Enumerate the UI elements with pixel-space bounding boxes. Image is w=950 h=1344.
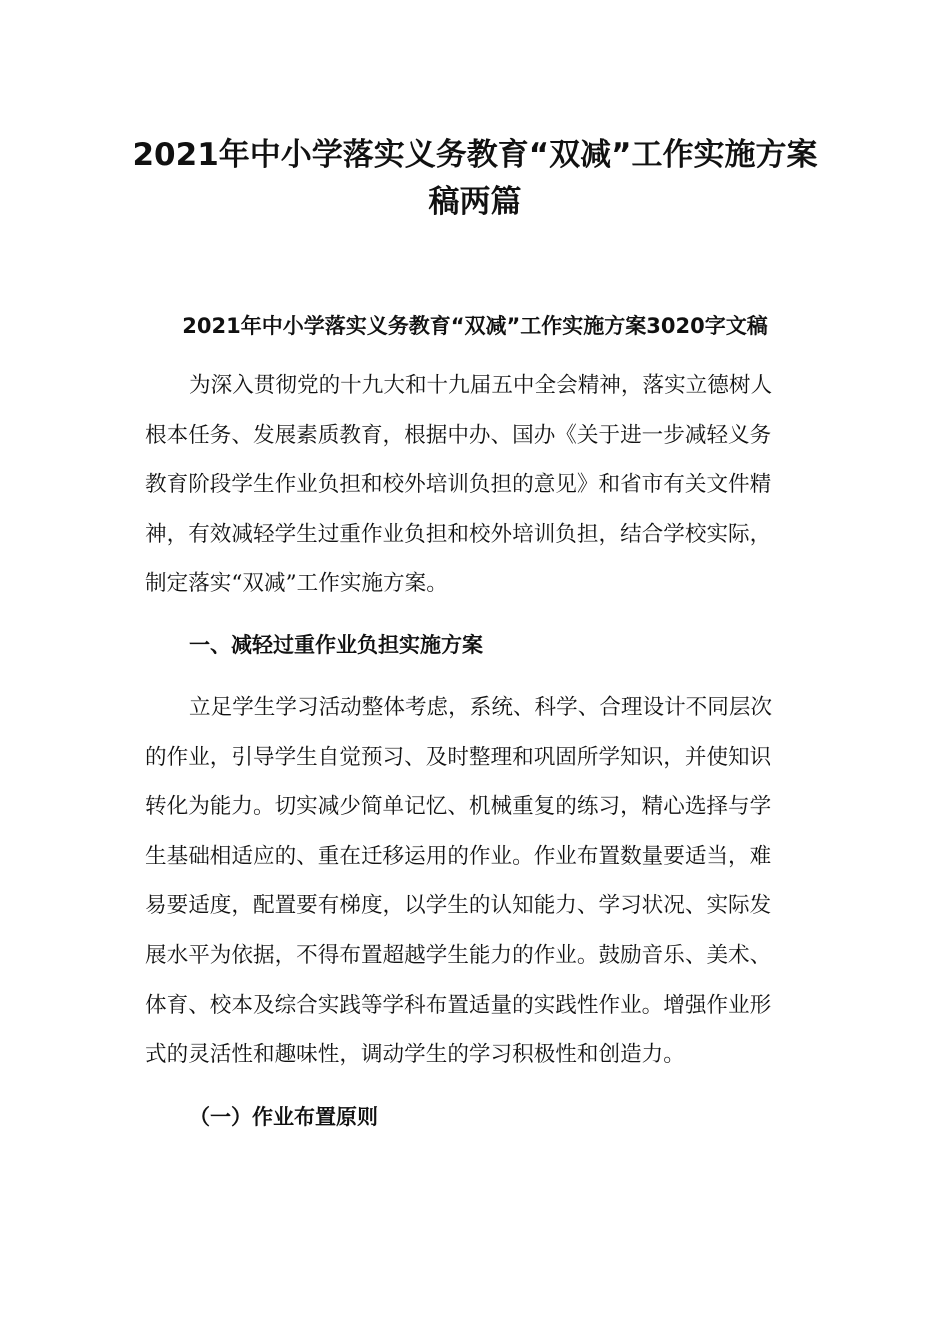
paragraph-line: 转化为能力。切实减少简单记忆、机械重复的练习，精心选择与学	[145, 794, 772, 820]
paragraph-line: 制定落实“双减”工作实施方案。	[145, 571, 448, 597]
paragraph-line: 立足学生学习活动整体考虑，系统、科学、合理设计不同层次	[189, 695, 773, 720]
intro-paragraph	[145, 361, 817, 609]
paragraph-line: 展水平为依据，不得布置超越学生能力的作业。鼓励音乐、美术、	[145, 942, 772, 968]
document-title-line-1: 2021年中小学落实义务教育“双减”工作实施方案	[132, 137, 818, 173]
paragraph-line: 式的灵活性和趣味性，调动学生的学习积极性和创造力。	[145, 1042, 685, 1068]
paragraph-line: 教育阶段学生作业负担和校外培训负担的意见》和省市有关文件精	[145, 472, 772, 498]
paragraph-line: 体育、校本及综合实践等学科布置适量的实践性作业。增强作业形	[145, 992, 772, 1018]
paragraph-line: 为深入贯彻党的十九大和十九届五中全会精神，落实立德树人	[189, 373, 773, 398]
document-title-line-2: 稿两篇	[428, 184, 522, 220]
section-heading-1: 一、减轻过重作业负担实施方案	[189, 633, 483, 657]
paragraph-line: 易要适度，配置要有梯度，以学生的认知能力、学习状况、实际发	[145, 893, 772, 919]
paragraph-line: 生基础相适应的、重在迁移运用的作业。作业布置数量要适当，难	[145, 843, 772, 869]
article-subtitle: 2021年中小学落实义务教育“双减”工作实施方案3020字文稿	[182, 314, 768, 338]
paragraph-line: 的作业，引导学生自觉预习、及时整理和巩固所学知识，并使知识	[145, 744, 772, 770]
paragraph-line: 神，有效减轻学生过重作业负担和校外培训负担，结合学校实际，	[145, 521, 772, 547]
subsection-heading-1: （一）作业布置原则	[189, 1105, 378, 1129]
homework-paragraph	[145, 683, 817, 1080]
paragraph-line: 根本任务、发展素质教育，根据中办、国办《关于进一步减轻义务	[145, 422, 772, 448]
